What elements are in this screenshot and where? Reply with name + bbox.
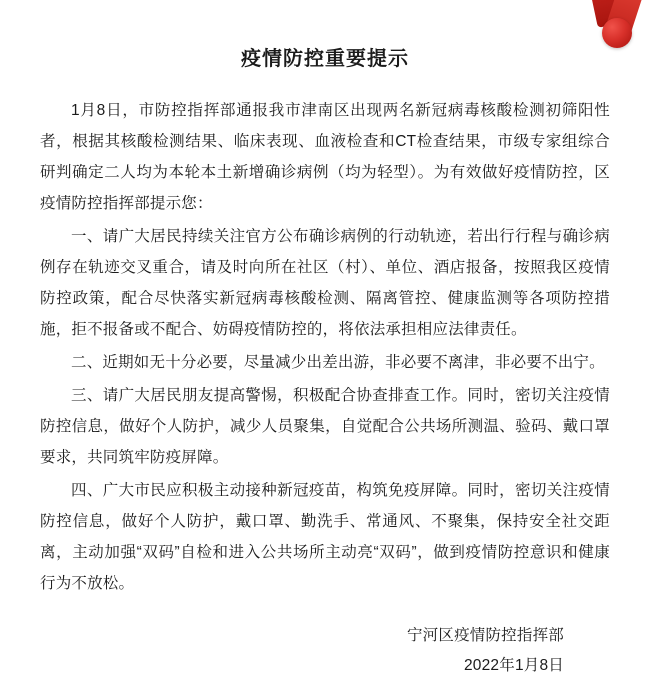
document-body (0, 77, 650, 681)
signature-date: 2022年1月8日 (463, 657, 564, 674)
signature-block (40, 621, 610, 681)
paragraph: 三、请广大居民朋友提高警惕，积极配合协查排查工作。同时，密切关注疫情防控信息，做好个人防护，减少人员聚集，自觉配合公共场所测温、验码、戴口罩要求，共同筑牢防疫屏障。 (40, 387, 610, 466)
page-title: 疫情防控重要提示 (241, 48, 409, 70)
paragraph: 一、请广大居民持续关注官方公布确诊病例的行动轨迹，若出行行程与确诊病例存在轨迹交叉重合，请及时向所在社区（村）、单位、酒店报备，按照我区疫情防控政策，配合尽快落实新冠病毒核酸检测、隔离管控、健康监测等各项防控措施，拒不报备或不配合、妨碍疫情防控的，将依法承担相应法律责任。 (40, 228, 610, 338)
paragraph: 二、近期如无十分必要，尽量减少出差出游，非必要不离津，非必要不出宁。 (71, 354, 605, 371)
signature-org: 宁河区疫情防控指挥部 (406, 627, 564, 644)
paragraph: 1月8日，市防控指挥部通报我市津南区出现两名新冠病毒核酸检测初筛阳性者，根据其核酸检测结果、临床表现、血液检查和CT检查结果，市级专家组综合研判确定二人均为本轮本土新增确诊病例（均为轻型）。为有效做好疫情防控，区疫情防控指挥部提示您： (40, 102, 610, 212)
paragraph: 四、广大市民应积极主动接种新冠疫苗，构筑免疫屏障。同时，密切关注疫情防控信息，做好个人防护，戴口罩、勤洗手、常通风、不聚集，保持安全社交距离，主动加强“双码”自检和进入公共场所主动亮“双码”，做到疫情防控意识和健康行为不放松。 (40, 482, 610, 592)
